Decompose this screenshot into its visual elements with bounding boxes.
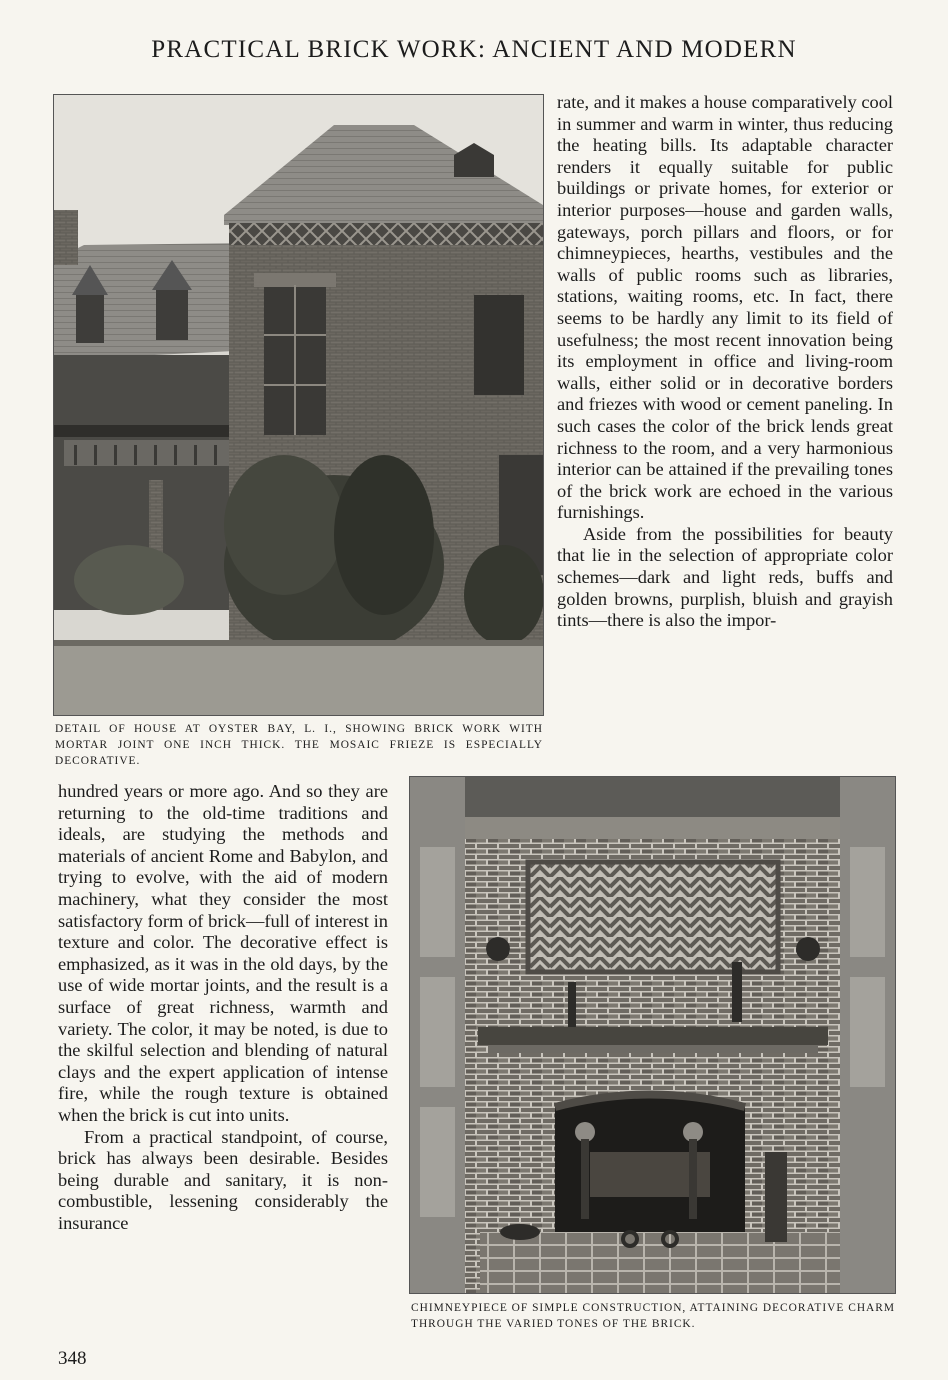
house-photo xyxy=(53,94,544,716)
paragraph: Aside from the possibilities for beauty that lie in the selection of appropriate color schemes—dark and light reds, buffs and golden browns, purplish, bluish and grayish tints—there is also the impor- xyxy=(557,523,893,631)
paragraph: From a practical standpoint, of course, brick has always been desirable. Besides being durable and sanitary, it is non-combustible, lessening considerably the insurance xyxy=(58,1126,388,1233)
left-column-text xyxy=(58,781,388,1234)
fireplace-photo xyxy=(409,776,896,1294)
house-photo-caption: DETAIL OF HOUSE AT OYSTER BAY, L. I., SHOWING BRICK WORK WITH MORTAR JOINT ONE INCH THICK. THE MOSAIC FRIEZE IS ESPECIALLY DECORATIVE. xyxy=(55,723,543,767)
fireplace-photo-icon xyxy=(410,777,895,1293)
right-column-text xyxy=(557,92,893,632)
paragraph: rate, and it makes a house comparatively cool in summer and warm in winter, thus reducing the heating bills. Its adaptable character renders it equally suitable for public buildings or private homes, for exterior or interior purposes—house and garden walls, gateways, porch pillars and floors, or for chimneypieces, hearths, vestibules and the walls of public rooms such as libraries, stations, waiting rooms, etc. In fact, there seems to be hardly any limit to its field of usefulness; the most recent innovation being its employment in office and living-room walls, either solid or in decorative borders and friezes with wood or cement paneling. In such cases the color of the brick lends great richness to the room, and a very harmonious interior can be attained if the prevailing tones of the brick work are echoed in the various furnishings. xyxy=(557,92,894,523)
fireplace-photo-caption: CHIMNEYPIECE OF SIMPLE CONSTRUCTION, ATTAINING DECORATIVE CHARM THROUGH THE VARIED TONES OF THE BRICK. xyxy=(411,1302,895,1330)
page-number: 348 xyxy=(58,1348,87,1369)
paragraph: hundred years or more ago. And so they are returning to the old-time traditions and ideals, are studying the methods and materials of ancient Rome and Babylon, and trying to evolve, with the aid of modern machinery, what they consider the most satisfactory form of brick—full of interest in texture and color. The decorative effect is emphasized, as it was in the old days, by the use of wide mortar joints, and the result is a surface of great richness, warmth and variety. The color, it may be noted, is due to the skilful selection and blending of natural clays and the expert application of intense fire, while the rough texture is obtained when the brick is cut into units. xyxy=(58,781,388,1125)
house-photo-icon xyxy=(54,95,543,715)
page-title: PRACTICAL BRICK WORK: ANCIENT AND MODERN xyxy=(151,36,797,63)
